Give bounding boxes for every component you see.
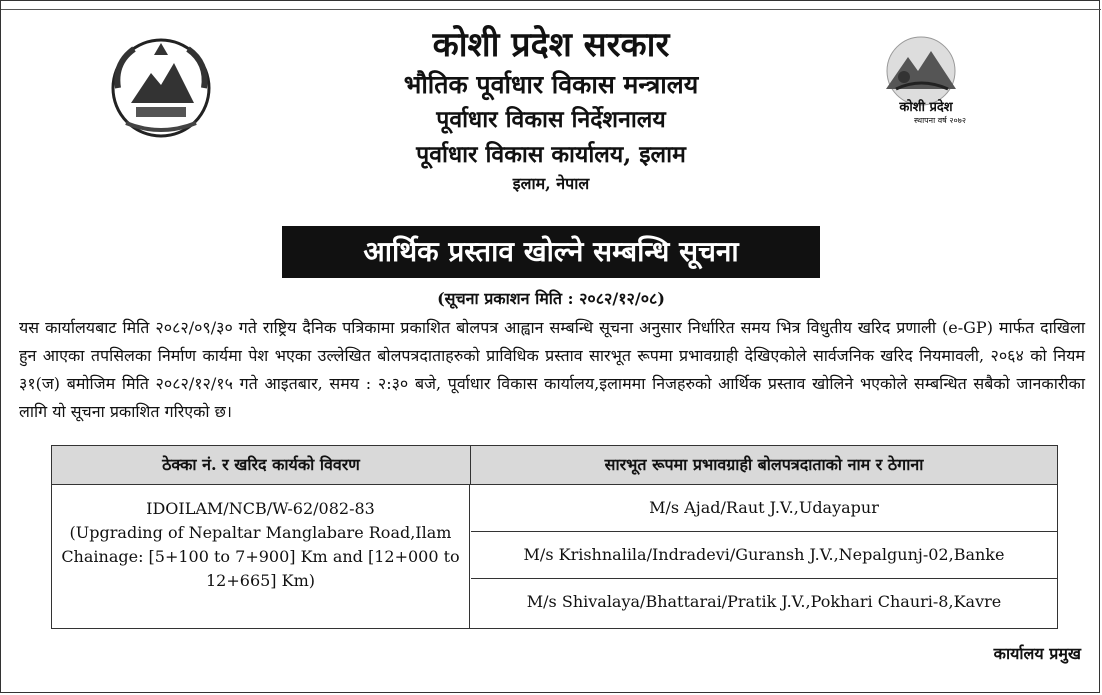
publish-date: (सूचना प्रकाशन मिति : २०८२/१२/०८) [437, 289, 665, 308]
office-address: इलाम, नेपाल [512, 174, 590, 193]
header-bidder: सारभूत रूपमा प्रभावग्राही बोलपत्रदाताको नाम र ठेगाना [604, 455, 924, 474]
notice-body: यस कार्यालयबाट मिति २०८२/०९/३० गते राष्ट्रिय दैनिक पत्रिकामा प्रकाशित बोलपत्र आह्वान सम्बन्धि सूचना अनुसार निर्धारित समय भित्र विधुतीय खरिद प्रणाली (e-GP) मार्फत दाखिला हुन आएका तपसिलका निर्माण कार्यमा पेश भएका उल्लेखित बोलपत्रदाताहरुको प्राविधिक प्रस्ताव सारभूत रूपमा प्रभावग्राही देखिएकोले सार्वजनिक खरिद नियमावली, २०६४ को नियम ३१(ज) बमोजिम मिति २०८२/१२/१५ गते आइतबार, समय : २:३० बजे, पूर्वाधार विकास कार्यालय,इलाममा निजहरुको आर्थिक प्रस्ताव खोलिने भएकोले सम्बन्धित सबैको जानकारीका लागि यो सूचना प्रकाशित गरिएको छ। [19, 318, 1085, 421]
ministry-name: भौतिक पूर्वाधार विकास मन्त्रालय [403, 70, 699, 99]
office-header [271, 23, 831, 195]
directorate-name: पूर्वाधार विकास निर्देशनालय [436, 106, 666, 133]
contract-description [52, 485, 470, 628]
table-header-row [52, 446, 1057, 485]
koshi-pradesh-logo [856, 31, 986, 141]
bidders-table [51, 445, 1058, 629]
table-row: M/s Krishnalila/Indradevi/Guransh J.V.,Nepalgunj-02,Banke [471, 532, 1057, 579]
contract-line: 12+665] Km) [206, 571, 315, 590]
government-name: कोशी प्रदेश सरकार [432, 25, 670, 65]
header-contract: ठेक्का नं. र खरिद कार्यको विवरण [52, 446, 471, 484]
notice-title: आर्थिक प्रस्ताव खोल्ने सम्बन्धि सूचना [282, 226, 820, 278]
contract-line: (Upgrading of Nepaltar Manglabare Road,Ilam [69, 523, 452, 542]
logo-text: कोशी प्रदेश [899, 100, 953, 115]
nepal-emblem-icon [106, 33, 216, 143]
contract-line: Chainage: [5+100 to 7+900] Km and [12+000 to [61, 547, 460, 566]
office-name: पूर्वाधार विकास कार्यालय, इलाम [416, 141, 686, 168]
table-row: M/s Ajad/Raut J.V.,Udayapur [471, 485, 1057, 532]
logo-subtext: स्थापना वर्ष २०७२ [914, 116, 966, 125]
signature-title: कार्यालय प्रमुख [993, 644, 1081, 663]
contract-line: IDOILAM/NCB/W-62/082-83 [146, 499, 375, 518]
top-rule [1, 9, 1101, 10]
table-row: M/s Shivalaya/Bhattarai/Pratik J.V.,Pokhari Chauri-8,Kavre [526, 592, 1002, 611]
